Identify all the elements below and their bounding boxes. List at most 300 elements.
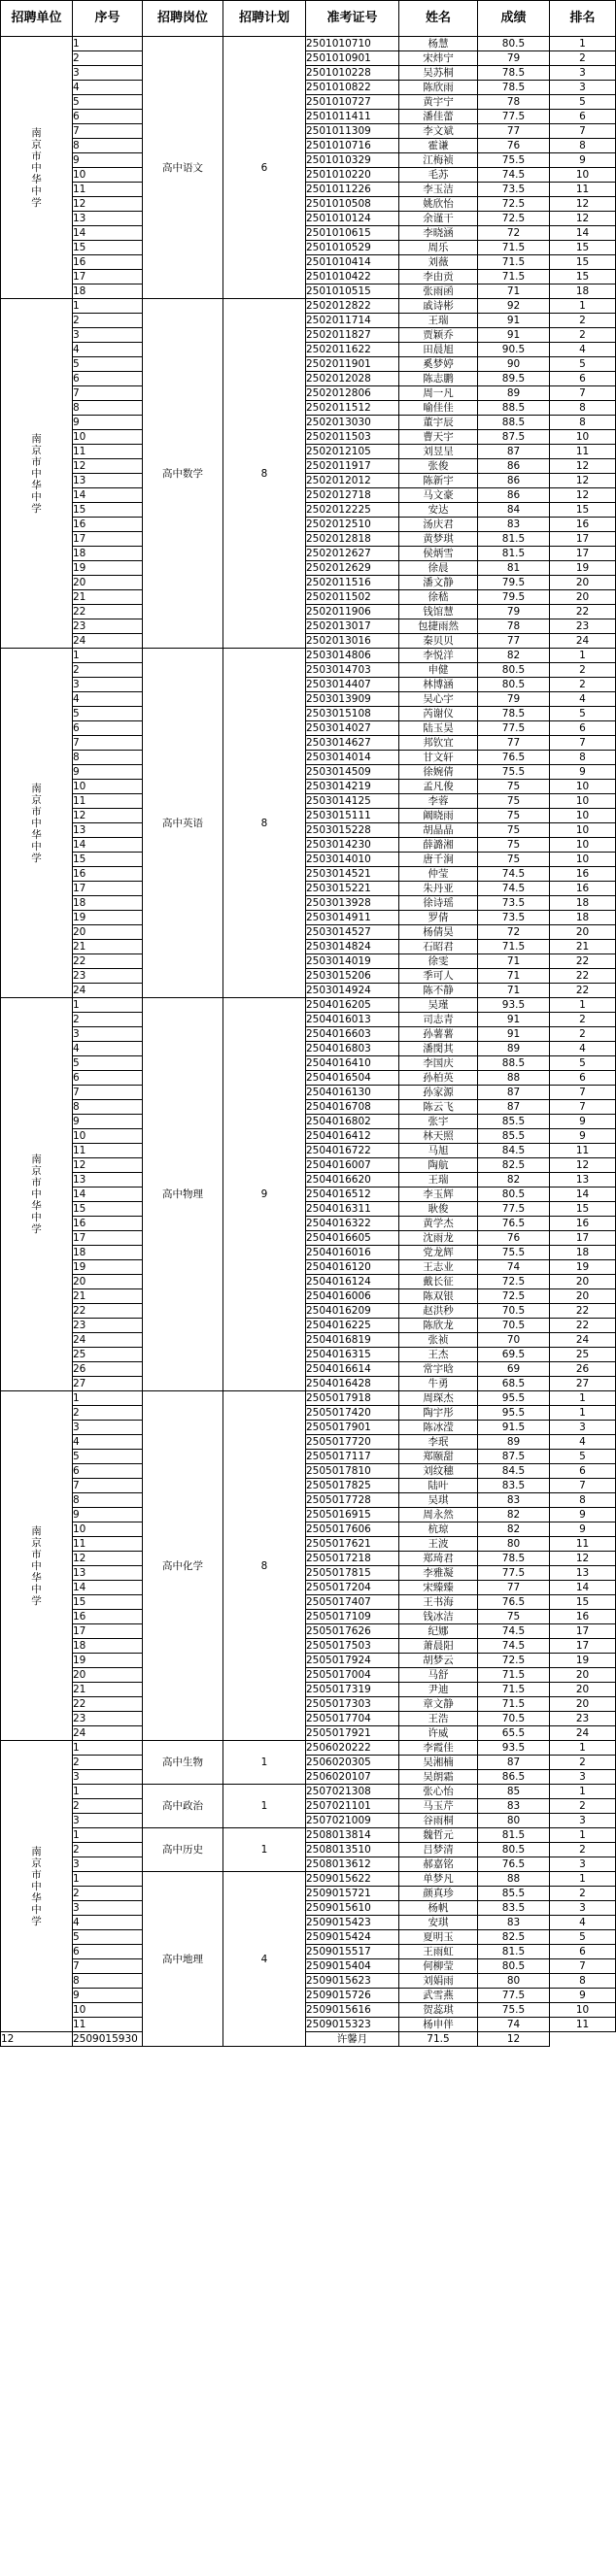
table-row xyxy=(1,1639,616,1654)
rank-cell: 8 xyxy=(550,1493,616,1508)
table-row xyxy=(1,1319,616,1333)
ticket-cell: 2502012012 xyxy=(306,474,399,488)
name-cell: 李雅凝 xyxy=(399,1566,478,1581)
seq-cell: 26 xyxy=(73,1362,143,1377)
ticket-cell: 2502011502 xyxy=(306,590,399,605)
ticket-cell: 2505017109 xyxy=(306,1610,399,1624)
table-row xyxy=(1,416,616,430)
ticket-cell: 2504016603 xyxy=(306,1027,399,1042)
score-cell: 75 xyxy=(478,809,550,823)
seq-cell: 2 xyxy=(73,314,143,328)
seq-cell: 3 xyxy=(73,328,143,343)
rank-cell: 1 xyxy=(550,1406,616,1421)
score-cell: 77.5 xyxy=(478,1566,550,1581)
table-row xyxy=(1,1158,616,1173)
table-row xyxy=(1,1391,616,1406)
rank-cell: 12 xyxy=(550,1158,616,1173)
name-cell: 尹迪 xyxy=(399,1683,478,1697)
rank-cell: 14 xyxy=(550,1188,616,1202)
name-cell: 汤庆君 xyxy=(399,518,478,532)
name-cell: 李蓉 xyxy=(399,794,478,809)
name-cell: 徐雯 xyxy=(399,954,478,969)
name-cell: 石昭君 xyxy=(399,940,478,954)
rank-cell: 13 xyxy=(550,1173,616,1188)
score-cell: 75 xyxy=(478,823,550,838)
rank-cell: 1 xyxy=(550,1741,616,1756)
name-cell: 谷雨桐 xyxy=(399,1814,478,1828)
rank-cell: 27 xyxy=(550,1377,616,1391)
table-row xyxy=(1,911,616,925)
score-cell: 72.5 xyxy=(478,1275,550,1289)
ticket-cell: 2504016722 xyxy=(306,1144,399,1158)
seq-cell: 3 xyxy=(73,1901,143,1916)
seq-cell: 2 xyxy=(73,1406,143,1421)
seq-cell: 3 xyxy=(73,1027,143,1042)
seq-cell: 14 xyxy=(73,488,143,503)
seq-cell: 20 xyxy=(73,1668,143,1683)
score-cell: 80 xyxy=(478,1974,550,1989)
table-row xyxy=(1,1304,616,1319)
table-row xyxy=(1,1508,616,1522)
table-row xyxy=(1,1042,616,1056)
table-row xyxy=(1,1537,616,1552)
ticket-cell: 2509015622 xyxy=(306,1872,399,1887)
rank-cell: 17 xyxy=(550,1624,616,1639)
score-cell: 71.5 xyxy=(478,270,550,284)
table-row xyxy=(1,794,616,809)
seq-cell: 16 xyxy=(73,518,143,532)
name-cell: 戴长征 xyxy=(399,1275,478,1289)
table-row xyxy=(1,1799,616,1814)
table-row xyxy=(1,124,616,139)
name-cell: 李国庆 xyxy=(399,1056,478,1071)
name-cell: 贺蕊琪 xyxy=(399,2003,478,2018)
ticket-cell: 2509015610 xyxy=(306,1901,399,1916)
name-cell: 杨帆 xyxy=(399,1901,478,1916)
name-cell: 包捷雨然 xyxy=(399,619,478,634)
plan-cell: 1 xyxy=(223,1828,306,1872)
name-cell: 武雪燕 xyxy=(399,1989,478,2003)
score-cell: 69.5 xyxy=(478,1348,550,1362)
rank-cell: 8 xyxy=(550,1974,616,1989)
header-seq: 序号 xyxy=(73,1,143,37)
rank-cell: 9 xyxy=(550,1508,616,1522)
ticket-cell: 2505017606 xyxy=(306,1522,399,1537)
seq-cell: 25 xyxy=(73,1348,143,1362)
score-cell: 78.5 xyxy=(478,81,550,95)
name-cell: 黄学杰 xyxy=(399,1217,478,1231)
rank-cell: 20 xyxy=(550,925,616,940)
seq-cell: 21 xyxy=(73,1289,143,1304)
seq-cell: 8 xyxy=(73,1493,143,1508)
score-cell: 71.5 xyxy=(478,1668,550,1683)
rank-cell: 11 xyxy=(550,2018,616,2032)
seq-cell: 18 xyxy=(73,547,143,561)
rank-cell: 22 xyxy=(550,984,616,998)
ticket-cell: 2501010710 xyxy=(306,37,399,51)
score-cell: 95.5 xyxy=(478,1406,550,1421)
rank-cell: 7 xyxy=(550,386,616,401)
seq-cell: 15 xyxy=(73,1595,143,1610)
score-cell: 73.5 xyxy=(478,183,550,197)
name-cell: 周一凡 xyxy=(399,386,478,401)
header-score: 成绩 xyxy=(478,1,550,37)
rank-cell: 16 xyxy=(550,1217,616,1231)
name-cell: 许馨月 xyxy=(306,2032,399,2047)
ticket-cell: 2505017720 xyxy=(306,1435,399,1450)
rank-cell: 12 xyxy=(550,212,616,226)
rank-cell: 20 xyxy=(550,1697,616,1712)
table-row xyxy=(1,1887,616,1901)
name-cell: 钱冰洁 xyxy=(399,1610,478,1624)
rank-cell: 9 xyxy=(550,765,616,780)
table-row xyxy=(1,168,616,183)
table-row xyxy=(1,299,616,314)
name-cell: 戚诗彬 xyxy=(399,299,478,314)
ticket-cell: 2505017204 xyxy=(306,1581,399,1595)
ticket-cell: 2504016322 xyxy=(306,1217,399,1231)
rank-cell: 8 xyxy=(550,751,616,765)
rank-cell: 16 xyxy=(550,867,616,882)
seq-cell: 8 xyxy=(73,751,143,765)
table-row xyxy=(1,838,616,853)
name-cell: 刘昱呈 xyxy=(399,445,478,459)
seq-cell: 19 xyxy=(73,1654,143,1668)
score-cell: 78 xyxy=(478,95,550,110)
table-row xyxy=(1,940,616,954)
score-cell: 89 xyxy=(478,1435,550,1450)
table-row xyxy=(1,1173,616,1188)
table-row xyxy=(1,255,616,270)
score-cell: 79 xyxy=(478,605,550,619)
name-cell: 甘文轩 xyxy=(399,751,478,765)
ticket-cell: 2504016504 xyxy=(306,1071,399,1086)
seq-cell: 1 xyxy=(73,1872,143,1887)
name-cell: 吴琪 xyxy=(399,1493,478,1508)
seq-cell: 23 xyxy=(73,1319,143,1333)
table-row xyxy=(1,1188,616,1202)
table-row xyxy=(1,1202,616,1217)
score-cell: 79.5 xyxy=(478,576,550,590)
score-cell: 72.5 xyxy=(478,197,550,212)
rank-cell: 3 xyxy=(550,66,616,81)
name-cell: 纪娜 xyxy=(399,1624,478,1639)
seq-cell: 6 xyxy=(73,1945,143,1959)
seq-cell: 7 xyxy=(73,1479,143,1493)
seq-cell: 11 xyxy=(73,183,143,197)
score-cell: 80.5 xyxy=(478,1843,550,1857)
seq-cell: 8 xyxy=(73,1974,143,1989)
score-cell: 91 xyxy=(478,1027,550,1042)
seq-cell: 11 xyxy=(73,445,143,459)
table-row xyxy=(1,1857,616,1872)
ticket-cell: 2505017825 xyxy=(306,1479,399,1493)
table-row xyxy=(1,1246,616,1260)
seq-cell: 3 xyxy=(73,1770,143,1785)
ticket-cell: 2505017810 xyxy=(306,1464,399,1479)
table-row xyxy=(1,1697,616,1712)
rank-cell: 7 xyxy=(550,1479,616,1493)
ticket-cell: 2501010727 xyxy=(306,95,399,110)
seq-cell: 1 xyxy=(73,1741,143,1756)
table-row xyxy=(1,37,616,51)
table-row xyxy=(1,1726,616,1741)
score-cell: 78 xyxy=(478,619,550,634)
seq-cell: 4 xyxy=(73,1042,143,1056)
rank-cell: 12 xyxy=(550,1552,616,1566)
table-row xyxy=(1,1872,616,1887)
table-row xyxy=(1,357,616,372)
score-cell: 75.5 xyxy=(478,1246,550,1260)
ticket-cell: 2505017921 xyxy=(306,1726,399,1741)
table-row xyxy=(1,226,616,241)
score-cell: 72 xyxy=(478,925,550,940)
rank-cell: 1 xyxy=(550,1391,616,1406)
name-cell: 周琛杰 xyxy=(399,1391,478,1406)
ticket-cell: 2505017626 xyxy=(306,1624,399,1639)
rank-cell: 2 xyxy=(550,1027,616,1042)
ticket-cell: 2504016120 xyxy=(306,1260,399,1275)
score-cell: 91 xyxy=(478,328,550,343)
position-cell: 高中政治 xyxy=(143,1785,223,1828)
score-cell: 88 xyxy=(478,1872,550,1887)
table-row xyxy=(1,532,616,547)
ticket-cell: 2503013909 xyxy=(306,692,399,707)
seq-cell: 2 xyxy=(73,1756,143,1770)
name-cell: 张雨函 xyxy=(399,284,478,299)
header-position: 招聘岗位 xyxy=(143,1,223,37)
score-cell: 83 xyxy=(478,1916,550,1930)
score-cell: 81 xyxy=(478,561,550,576)
ticket-cell: 2503014521 xyxy=(306,867,399,882)
score-cell: 91.5 xyxy=(478,1421,550,1435)
table-row xyxy=(1,1843,616,1857)
score-cell: 80 xyxy=(478,1537,550,1552)
seq-cell: 10 xyxy=(73,1129,143,1144)
rank-cell: 20 xyxy=(550,576,616,590)
name-cell: 夏明玉 xyxy=(399,1930,478,1945)
ticket-cell: 2508013612 xyxy=(306,1857,399,1872)
seq-cell: 22 xyxy=(73,954,143,969)
ticket-cell: 2509015323 xyxy=(306,2018,399,2032)
ticket-cell: 2503014027 xyxy=(306,721,399,736)
table-row xyxy=(1,1552,616,1566)
score-cell: 91 xyxy=(478,1013,550,1027)
table-row xyxy=(1,430,616,445)
name-cell: 邦钦宜 xyxy=(399,736,478,751)
ticket-cell: 2504016016 xyxy=(306,1246,399,1260)
rank-cell: 15 xyxy=(550,255,616,270)
table-row xyxy=(1,882,616,896)
rank-cell: 22 xyxy=(550,954,616,969)
ticket-cell: 2504016124 xyxy=(306,1275,399,1289)
name-cell: 姚欣怡 xyxy=(399,197,478,212)
table-row xyxy=(1,343,616,357)
rank-cell: 2 xyxy=(550,1756,616,1770)
ticket-cell: 2509015721 xyxy=(306,1887,399,1901)
name-cell: 王瑞 xyxy=(399,1173,478,1188)
table-row xyxy=(1,1289,616,1304)
rank-cell: 7 xyxy=(550,1086,616,1100)
table-row xyxy=(1,1566,616,1581)
score-cell: 91 xyxy=(478,314,550,328)
score-cell: 71 xyxy=(478,969,550,984)
seq-cell: 9 xyxy=(73,765,143,780)
seq-cell: 1 xyxy=(73,998,143,1013)
score-cell: 93.5 xyxy=(478,1741,550,1756)
header-row xyxy=(1,1,616,37)
score-cell: 72.5 xyxy=(478,1654,550,1668)
table-row xyxy=(1,51,616,66)
seq-cell: 3 xyxy=(73,1814,143,1828)
rank-cell: 3 xyxy=(550,1421,616,1435)
ticket-cell: 2504016205 xyxy=(306,998,399,1013)
table-row xyxy=(1,1013,616,1027)
ticket-cell: 2503014010 xyxy=(306,853,399,867)
name-cell: 余谨干 xyxy=(399,212,478,226)
name-cell: 林博涵 xyxy=(399,678,478,692)
table-row xyxy=(1,1435,616,1450)
table-row xyxy=(1,765,616,780)
seq-cell: 2 xyxy=(73,51,143,66)
score-cell: 74 xyxy=(478,1260,550,1275)
name-cell: 李霞佳 xyxy=(399,1741,478,1756)
ticket-cell: 2505017117 xyxy=(306,1450,399,1464)
ticket-cell: 2502011714 xyxy=(306,314,399,328)
score-cell: 75 xyxy=(478,1610,550,1624)
score-cell: 80 xyxy=(478,1814,550,1828)
seq-cell: 1 xyxy=(73,1828,143,1843)
name-cell: 宋臻臻 xyxy=(399,1581,478,1595)
name-cell: 刘纹穗 xyxy=(399,1464,478,1479)
rank-cell: 20 xyxy=(550,1289,616,1304)
name-cell: 李文斌 xyxy=(399,124,478,139)
score-cell: 83.5 xyxy=(478,1901,550,1916)
ticket-cell: 2502011827 xyxy=(306,328,399,343)
name-cell: 喻佳佳 xyxy=(399,401,478,416)
rank-cell: 3 xyxy=(550,81,616,95)
table-row xyxy=(1,328,616,343)
unit-cell xyxy=(1,37,73,299)
ticket-cell: 2508013814 xyxy=(306,1828,399,1843)
name-cell: 刘薇 xyxy=(399,255,478,270)
name-cell: 耿俊 xyxy=(399,1202,478,1217)
name-cell: 李由贡 xyxy=(399,270,478,284)
position-cell: 高中化学 xyxy=(143,1391,223,1741)
rank-cell: 1 xyxy=(550,998,616,1013)
unit-cell xyxy=(1,649,73,998)
ticket-cell: 2502011622 xyxy=(306,343,399,357)
table-row xyxy=(1,110,616,124)
seq-cell: 9 xyxy=(73,1115,143,1129)
name-cell: 仲莹 xyxy=(399,867,478,882)
score-cell: 78.5 xyxy=(478,66,550,81)
ticket-cell: 2502012105 xyxy=(306,445,399,459)
seq-cell: 22 xyxy=(73,1304,143,1319)
ticket-cell: 2504016620 xyxy=(306,1173,399,1188)
ticket-cell: 2502012818 xyxy=(306,532,399,547)
table-row xyxy=(1,1828,616,1843)
rank-cell: 12 xyxy=(478,2032,550,2047)
table-row xyxy=(1,590,616,605)
name-cell: 李玉洁 xyxy=(399,183,478,197)
seq-cell: 12 xyxy=(73,1552,143,1566)
rank-cell: 9 xyxy=(550,1129,616,1144)
name-cell: 曹天宇 xyxy=(399,430,478,445)
score-cell: 84.5 xyxy=(478,1144,550,1158)
name-cell: 毛苏 xyxy=(399,168,478,183)
table-row xyxy=(1,1974,616,1989)
rank-cell: 6 xyxy=(550,372,616,386)
ticket-cell: 2504016315 xyxy=(306,1348,399,1362)
ticket-cell: 2504016428 xyxy=(306,1377,399,1391)
name-cell: 江梅祯 xyxy=(399,153,478,168)
header-rank: 排名 xyxy=(550,1,616,37)
table-row xyxy=(1,445,616,459)
name-cell: 陈欣雨 xyxy=(399,81,478,95)
score-cell: 80.5 xyxy=(478,37,550,51)
table-row xyxy=(1,663,616,678)
name-cell: 周永然 xyxy=(399,1508,478,1522)
name-cell: 孙薯薯 xyxy=(399,1027,478,1042)
score-cell: 72.5 xyxy=(478,1289,550,1304)
table-row xyxy=(1,459,616,474)
table-row xyxy=(1,1668,616,1683)
score-cell: 77 xyxy=(478,634,550,649)
rank-cell: 6 xyxy=(550,1945,616,1959)
seq-cell: 11 xyxy=(73,1144,143,1158)
ticket-cell: 2509015517 xyxy=(306,1945,399,1959)
score-cell: 88 xyxy=(478,1071,550,1086)
name-cell: 萧晨阳 xyxy=(399,1639,478,1654)
name-cell: 徐晨 xyxy=(399,561,478,576)
ticket-cell: 2503014703 xyxy=(306,663,399,678)
score-cell: 89 xyxy=(478,386,550,401)
score-cell: 81.5 xyxy=(478,1828,550,1843)
name-cell: 陆玉昊 xyxy=(399,721,478,736)
table-row xyxy=(1,488,616,503)
seq-cell: 24 xyxy=(73,634,143,649)
seq-cell: 12 xyxy=(73,459,143,474)
ticket-cell: 2503014014 xyxy=(306,751,399,765)
score-cell: 70.5 xyxy=(478,1304,550,1319)
seq-cell: 1 xyxy=(73,37,143,51)
rank-cell: 16 xyxy=(550,518,616,532)
score-cell: 75.5 xyxy=(478,765,550,780)
table-row xyxy=(1,1493,616,1508)
ticket-cell: 2502013016 xyxy=(306,634,399,649)
rank-cell: 11 xyxy=(550,183,616,197)
score-cell: 76 xyxy=(478,1231,550,1246)
ticket-cell: 2509015623 xyxy=(306,1974,399,1989)
name-cell: 王波 xyxy=(399,1537,478,1552)
table-row xyxy=(1,1712,616,1726)
rank-cell: 11 xyxy=(550,1537,616,1552)
seq-cell: 9 xyxy=(73,153,143,168)
ticket-cell: 2502012822 xyxy=(306,299,399,314)
seq-cell: 1 xyxy=(73,299,143,314)
seq-cell: 1 xyxy=(73,1785,143,1799)
name-cell: 王书海 xyxy=(399,1595,478,1610)
score-cell: 75.5 xyxy=(478,2003,550,2018)
table-row xyxy=(1,197,616,212)
rank-cell: 18 xyxy=(550,1246,616,1260)
ticket-cell: 2501010124 xyxy=(306,212,399,226)
score-cell: 74.5 xyxy=(478,882,550,896)
table-row xyxy=(1,853,616,867)
ticket-cell: 2502012629 xyxy=(306,561,399,576)
rank-cell: 6 xyxy=(550,110,616,124)
